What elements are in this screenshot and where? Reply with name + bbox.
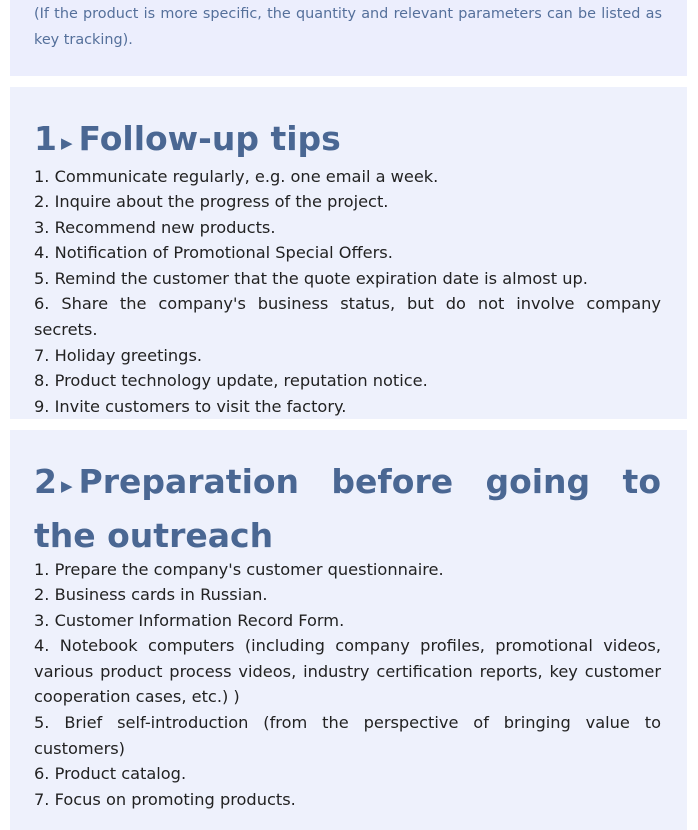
section-heading xyxy=(34,87,661,167)
list-item: 9. Invite customers to visit the factory. xyxy=(34,396,347,416)
list-item: 1. Prepare the company's customer questionnaire. xyxy=(34,559,444,579)
section-follow-up-tips xyxy=(10,87,687,419)
preparation-list xyxy=(34,557,661,813)
section-number: 2 xyxy=(34,462,57,501)
list-item: 8. Product technology update, reputation notice. xyxy=(34,371,428,391)
list-item: 7. Holiday greetings. xyxy=(34,345,203,365)
list-item: 1. Communicate regularly, e.g. one email a week. xyxy=(34,166,439,186)
intro-note-text: (If the product is more specific, the quantity and relevant parameters can be listed as key tracking). xyxy=(34,6,662,48)
triangle-arrow-icon: ▶ xyxy=(60,476,73,495)
intro-note-card xyxy=(10,0,687,76)
tips-list xyxy=(34,164,661,420)
section-title: Preparation before going to the outreach xyxy=(34,462,661,555)
list-item: 5. Brief self-introduction (from the perspective of bringing value to customers) xyxy=(34,713,661,758)
list-item: 3. Customer Information Record Form. xyxy=(34,610,345,630)
list-item: 4. Notification of Promotional Special Offers. xyxy=(34,243,393,263)
list-item: 6. Share the company's business status, but do not involve company secrets. xyxy=(34,294,661,340)
list-item: 5. Remind the customer that the quote expiration date is almost up. xyxy=(34,268,588,288)
list-item: 6. Product catalog. xyxy=(34,764,187,784)
list-item: 2. Inquire about the progress of the project. xyxy=(34,192,389,212)
triangle-arrow-icon: ▶ xyxy=(60,133,73,152)
list-item: 4. Notebook computers (including company profiles, promotional videos, various product process videos, industry certification reports, key customer cooperation cases, etc.) ) xyxy=(34,636,661,707)
section-title: Follow-up tips xyxy=(78,119,341,158)
section-heading xyxy=(34,430,661,562)
list-item: 3. Recommend new products. xyxy=(34,217,276,237)
list-item: 7. Focus on promoting products. xyxy=(34,789,296,809)
section-number: 1 xyxy=(34,119,57,158)
list-item: 2. Business cards in Russian. xyxy=(34,585,268,605)
section-preparation xyxy=(10,430,687,830)
